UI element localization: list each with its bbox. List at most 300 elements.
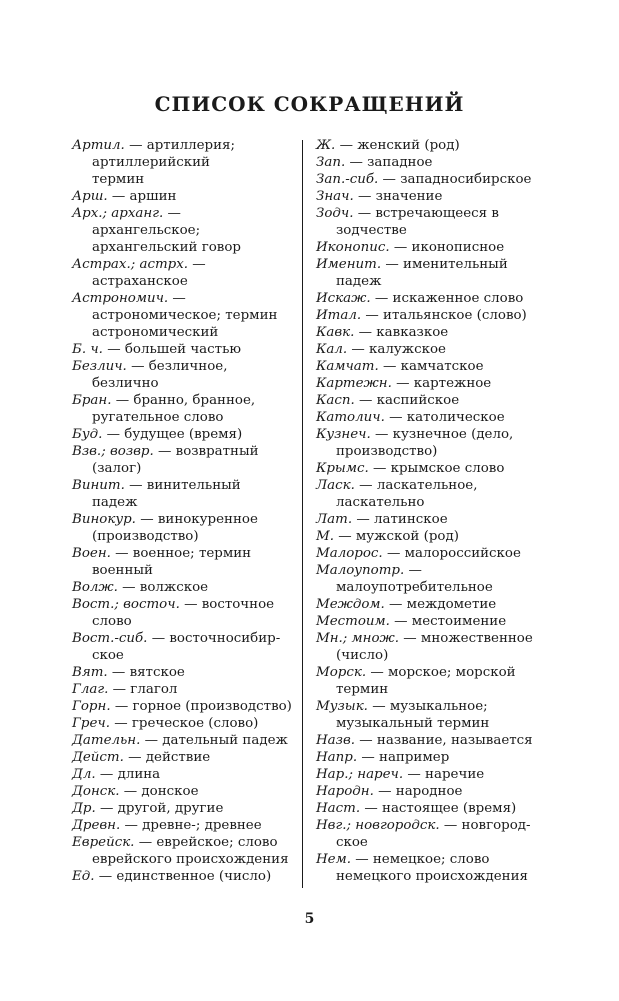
entry-line (72, 477, 308, 494)
definition-text: — действие (123, 750, 211, 765)
definition-text: падеж (336, 274, 382, 289)
glossary-entry (72, 205, 308, 256)
glossary-entry (316, 239, 550, 256)
definition-text: (число) (336, 648, 389, 663)
definition-text: — винокуренное (135, 512, 258, 527)
entry-line (72, 443, 308, 460)
abbreviation: Вост.; восточ. (72, 597, 180, 612)
definition-text: — глагол (108, 682, 178, 697)
entry-line (72, 460, 308, 477)
glossary-entry (316, 851, 550, 885)
page-title: СПИСОК СОКРАЩЕНИЙ (154, 92, 465, 116)
definition-text: — дательный падеж (140, 733, 288, 748)
entry-line (72, 239, 308, 256)
abbreviation: Астрономич. (72, 291, 169, 306)
abbreviation: Малорос. (316, 546, 383, 561)
abbreviation: Ж. (316, 138, 336, 153)
glossary-entry (72, 256, 308, 290)
glossary-entry (72, 358, 308, 392)
glossary-entry (316, 358, 550, 375)
entry-line (316, 749, 550, 766)
abbreviation: Картежн. (316, 376, 392, 391)
entry-line (316, 443, 550, 460)
definition-text: — народное (373, 784, 463, 799)
entry-line (316, 426, 550, 443)
definition-text: астрономический (92, 325, 219, 340)
entry-line (316, 817, 550, 834)
glossary-entry (72, 749, 308, 766)
definition-text: — музыкальное; (367, 699, 488, 714)
entry-line (72, 256, 308, 273)
abbreviation: М. (316, 529, 334, 544)
entry-line (72, 630, 308, 647)
definition-text: — итальянское (слово) (361, 308, 527, 323)
entry-line (72, 171, 308, 188)
definition-text: — наречие (403, 767, 485, 782)
abbreviation: Зап.-сиб. (316, 172, 379, 187)
definition-text: астраханское (92, 274, 188, 289)
glossary-entry (316, 137, 550, 154)
glossary-entry (316, 511, 550, 528)
abbreviation: Зодч. (316, 206, 354, 221)
entry-line (316, 630, 550, 647)
entry-line (316, 613, 550, 630)
glossary-entry (72, 817, 308, 834)
entry-line (316, 188, 550, 205)
entry-line (72, 698, 308, 715)
entry-line (316, 681, 550, 698)
entry-line (72, 562, 308, 579)
definition-text: — древне-; древнее (120, 818, 262, 833)
glossary-entry (72, 596, 308, 630)
definition-text: — крымское слово (368, 461, 505, 476)
definition-text: — латинское (352, 512, 448, 527)
abbreviation: Арх.; арханг. (72, 206, 164, 221)
abbreviation: Кал. (316, 342, 348, 357)
abbreviation: Нвг.; новгородск. (316, 818, 440, 833)
entry-line (316, 222, 550, 239)
definition-text: — единственное (число) (94, 869, 272, 884)
definition-text: — (163, 206, 181, 221)
entry-line (72, 137, 308, 154)
entry-line (72, 341, 308, 358)
entry-line (316, 477, 550, 494)
glossary-entry (72, 137, 308, 188)
glossary-entry (316, 630, 550, 664)
glossary-entry (316, 171, 550, 188)
definition-text: — католическое (384, 410, 505, 425)
glossary-entry (72, 426, 308, 443)
glossary-entry (72, 341, 308, 358)
glossary-entry (72, 715, 308, 732)
entry-line (72, 358, 308, 375)
definition-text: (производство) (92, 529, 199, 544)
definition-text: — мужской (род) (333, 529, 459, 544)
entry-line (316, 545, 550, 562)
glossary-entry (316, 324, 550, 341)
entry-line (316, 647, 550, 664)
definition-text: — артиллерия; (124, 138, 236, 153)
abbreviation: Волж. (72, 580, 118, 595)
glossary-entry (72, 698, 308, 715)
definition-text: — встречающееся в (353, 206, 499, 221)
definition-text: — кузнечное (дело, (370, 427, 514, 442)
abbreviation: Итал. (316, 308, 362, 323)
abbreviation: Искаж. (316, 291, 371, 306)
entry-line (72, 681, 308, 698)
glossary-entry (72, 800, 308, 817)
entry-line (72, 613, 308, 630)
definition-text: безлично (92, 376, 159, 391)
entry-line (316, 324, 550, 341)
glossary-entry (316, 375, 550, 392)
abbreviation: Вост.-сиб. (72, 631, 148, 646)
entry-line (72, 494, 308, 511)
glossary-entry (72, 766, 308, 783)
definition-text: падеж (92, 495, 138, 510)
glossary-entry (316, 154, 550, 171)
definition-text: — (188, 257, 206, 272)
definition-text: — каспийское (354, 393, 460, 408)
definition-text: — название, называется (355, 733, 533, 748)
definition-text: — донское (119, 784, 199, 799)
entry-line (316, 307, 550, 324)
abbreviation: Ласк. (316, 478, 355, 493)
entry-line (316, 664, 550, 681)
definition-text: слово (92, 614, 132, 629)
glossary-entry (72, 443, 308, 477)
glossary-entry (316, 783, 550, 800)
entry-line (72, 647, 308, 664)
definition-text: еврейского происхождения (92, 852, 289, 867)
definition-text: — безличное, (126, 359, 228, 374)
definition-text: ласкательно (336, 495, 425, 510)
abbreviation: Зап. (316, 155, 346, 170)
abbreviation: Народн. (316, 784, 374, 799)
definition-text: — винительный (124, 478, 241, 493)
entry-line (72, 426, 308, 443)
abbreviation: Местоим. (316, 614, 390, 629)
left-column (72, 137, 308, 885)
abbreviation: Малоупотр. (316, 563, 405, 578)
entry-line (72, 851, 308, 868)
abbreviation: Музык. (316, 699, 368, 714)
glossary-entry (316, 409, 550, 426)
abbreviation: Кузнеч. (316, 427, 371, 442)
page-number: 5 (304, 911, 315, 927)
definition-text: — женский (род) (335, 138, 460, 153)
abbreviation: Дейст. (72, 750, 124, 765)
glossary-entry (72, 783, 308, 800)
definition-text: — (168, 291, 186, 306)
entry-line (316, 409, 550, 426)
glossary-entry (316, 307, 550, 324)
definition-text: — восточное (179, 597, 275, 612)
entry-line (72, 375, 308, 392)
definition-text: — иконописное (389, 240, 505, 255)
entry-line (72, 324, 308, 341)
abbreviation: Нар.; нареч. (316, 767, 404, 782)
abbreviation: Вят. (72, 665, 108, 680)
glossary-entry (316, 392, 550, 409)
glossary-entry (72, 511, 308, 545)
entry-line (72, 834, 308, 851)
definition-text: — калужское (347, 342, 446, 357)
definition-text: — западносибирское (378, 172, 532, 187)
definition-text: — множественное (399, 631, 533, 646)
definition-text: ское (336, 835, 368, 850)
entry-line (316, 800, 550, 817)
definition-text: — другой, другие (95, 801, 224, 816)
abbreviation: Именит. (316, 257, 382, 272)
entry-line (72, 409, 308, 426)
definition-text: — (404, 563, 422, 578)
abbreviation: Горн. (72, 699, 111, 714)
glossary-entry (72, 868, 308, 885)
glossary-entry (72, 477, 308, 511)
glossary-entry (316, 426, 550, 460)
glossary-entry (316, 562, 550, 596)
definition-text: — ласкательное, (354, 478, 478, 493)
abbreviation: Еврейск. (72, 835, 135, 850)
definition-text: ское (92, 648, 124, 663)
glossary-entry (72, 188, 308, 205)
glossary-entry (316, 188, 550, 205)
abbreviation: Др. (72, 801, 96, 816)
abbreviation: Камчат. (316, 359, 379, 374)
abbreviation: Ед. (72, 869, 95, 884)
glossary-entry (316, 766, 550, 783)
entry-line (316, 137, 550, 154)
abbreviation: Напр. (316, 750, 358, 765)
entry-line (316, 528, 550, 545)
entry-line (72, 783, 308, 800)
abbreviation: Б. ч. (72, 342, 103, 357)
abbreviation: Морск. (316, 665, 367, 680)
glossary-entry (316, 341, 550, 358)
entry-line (72, 205, 308, 222)
glossary-entry (316, 817, 550, 851)
entry-line (316, 171, 550, 188)
entry-line (72, 511, 308, 528)
abbreviation: Взв.; возвр. (72, 444, 154, 459)
entry-line (72, 664, 308, 681)
definition-text: — возвратный (153, 444, 259, 459)
glossary-entry (72, 664, 308, 681)
entry-line (72, 154, 308, 171)
definition-text: — малороссийское (382, 546, 521, 561)
definition-text: — например (357, 750, 450, 765)
glossary-entry (316, 698, 550, 732)
entry-line (72, 545, 308, 562)
abbreviation: Нем. (316, 852, 351, 867)
glossary-entry (316, 528, 550, 545)
glossary-entry (316, 800, 550, 817)
entry-line (316, 341, 550, 358)
definition-text: производство) (336, 444, 438, 459)
abbreviation: Дательн. (72, 733, 141, 748)
entry-line (72, 290, 308, 307)
abbreviation: Глаг. (72, 682, 109, 697)
entry-line (316, 375, 550, 392)
definition-text: — значение (353, 189, 443, 204)
entry-line (316, 698, 550, 715)
entry-line (72, 222, 308, 239)
glossary-entry (72, 545, 308, 579)
entry-line (316, 732, 550, 749)
abbreviation: Знач. (316, 189, 354, 204)
abbreviation: Воен. (72, 546, 111, 561)
glossary-entry (72, 290, 308, 341)
entry-line (72, 749, 308, 766)
abbreviation: Греч. (72, 716, 110, 731)
definition-text: термин (336, 682, 389, 697)
definition-text: — морское; морской (366, 665, 516, 680)
glossary-entry (316, 290, 550, 307)
entry-line (72, 868, 308, 885)
entry-line (316, 154, 550, 171)
entry-line (316, 256, 550, 273)
definition-text: — волжское (117, 580, 209, 595)
entry-line (316, 511, 550, 528)
column-divider (302, 140, 303, 888)
entry-line (72, 817, 308, 834)
definition-text: — настоящее (время) (360, 801, 517, 816)
definition-text: — кавказкое (354, 325, 449, 340)
definition-text: музыкальный термин (336, 716, 490, 731)
definition-text: — греческое (слово) (109, 716, 259, 731)
glossary-entry (72, 630, 308, 664)
abbreviation: Безлич. (72, 359, 127, 374)
entry-line (316, 239, 550, 256)
definition-text: — западное (345, 155, 433, 170)
abbreviation: Лат. (316, 512, 353, 527)
glossary-entry (316, 460, 550, 477)
entry-line (72, 392, 308, 409)
definition-text: — немецкое; слово (350, 852, 490, 867)
entry-line (72, 273, 308, 290)
definition-text: ругательное слово (92, 410, 224, 425)
glossary-entry (316, 256, 550, 290)
entry-line (316, 783, 550, 800)
entry-line (316, 273, 550, 290)
glossary-entry (316, 545, 550, 562)
abbreviation: Астрах.; астрх. (72, 257, 189, 272)
definition-text: — картежное (391, 376, 492, 391)
abbreviation: Дл. (72, 767, 96, 782)
glossary-entry (316, 613, 550, 630)
definition-text: — вятское (107, 665, 185, 680)
entry-line (72, 188, 308, 205)
definition-text: — будущее (время) (102, 427, 243, 442)
abbreviation: Бран. (72, 393, 112, 408)
entry-line (72, 579, 308, 596)
entry-line (316, 715, 550, 732)
entry-line (72, 800, 308, 817)
definition-text: — аршин (107, 189, 177, 204)
entry-line (316, 290, 550, 307)
abbreviation: Назв. (316, 733, 356, 748)
abbreviation: Иконопис. (316, 240, 390, 255)
definition-text: артиллерийский (92, 155, 210, 170)
entry-line (316, 834, 550, 851)
entry-line (72, 732, 308, 749)
definition-text: астрономическое; термин (92, 308, 278, 323)
abbreviation: Касп. (316, 393, 355, 408)
entry-line (316, 494, 550, 511)
definition-text: — искаженное слово (370, 291, 524, 306)
glossary-entry (72, 732, 308, 749)
abbreviation: Донск. (72, 784, 120, 799)
glossary-entry (316, 596, 550, 613)
glossary-entry (316, 477, 550, 511)
abbreviation: Мн.; множ. (316, 631, 400, 646)
abbreviation: Буд. (72, 427, 103, 442)
abbreviation: Артил. (72, 138, 125, 153)
abbreviation: Арш. (72, 189, 108, 204)
definition-text: — военное; термин (110, 546, 252, 561)
definition-text: — именительный (381, 257, 508, 272)
entry-line (316, 579, 550, 596)
abbreviation: Наст. (316, 801, 361, 816)
definition-text: архангельское; (92, 223, 201, 238)
abbreviation: Древн. (72, 818, 121, 833)
definition-text: — камчатское (378, 359, 484, 374)
definition-text: военный (92, 563, 153, 578)
definition-text: термин (92, 172, 145, 187)
glossary-entry (316, 732, 550, 749)
entry-line (316, 460, 550, 477)
glossary-entry (72, 392, 308, 426)
entry-line (316, 596, 550, 613)
entry-line (316, 868, 550, 885)
entry-line (72, 715, 308, 732)
glossary-entry (72, 681, 308, 698)
definition-text: — местоимение (389, 614, 507, 629)
entry-line (316, 358, 550, 375)
glossary-entry (316, 749, 550, 766)
definition-text: малоупотребительное (336, 580, 493, 595)
abbreviation: Междом. (316, 597, 385, 612)
abbreviation: Винокур. (72, 512, 136, 527)
entry-line (316, 392, 550, 409)
entry-line (72, 596, 308, 613)
entry-line (316, 205, 550, 222)
glossary-entry (72, 579, 308, 596)
entry-line (316, 851, 550, 868)
definition-text: — еврейское; слово (134, 835, 278, 850)
entry-line (316, 562, 550, 579)
abbreviation: Кавк. (316, 325, 355, 340)
abbreviation: Винит. (72, 478, 125, 493)
entry-line (72, 528, 308, 545)
abbreviation: Крымс. (316, 461, 369, 476)
definition-text: (залог) (92, 461, 142, 476)
definition-text: — большей частью (102, 342, 242, 357)
entry-line (72, 307, 308, 324)
definition-text: — восточносибир- (147, 631, 281, 646)
definition-text: — длина (95, 767, 161, 782)
glossary-entry (316, 664, 550, 698)
glossary-entry (72, 834, 308, 868)
entry-line (316, 766, 550, 783)
definition-text: — новгород- (439, 818, 531, 833)
entry-line (72, 766, 308, 783)
glossary-entry (316, 205, 550, 239)
definition-text: немецкого происхождения (336, 869, 528, 884)
definition-text: — горное (производство) (110, 699, 292, 714)
abbreviation: Католич. (316, 410, 385, 425)
